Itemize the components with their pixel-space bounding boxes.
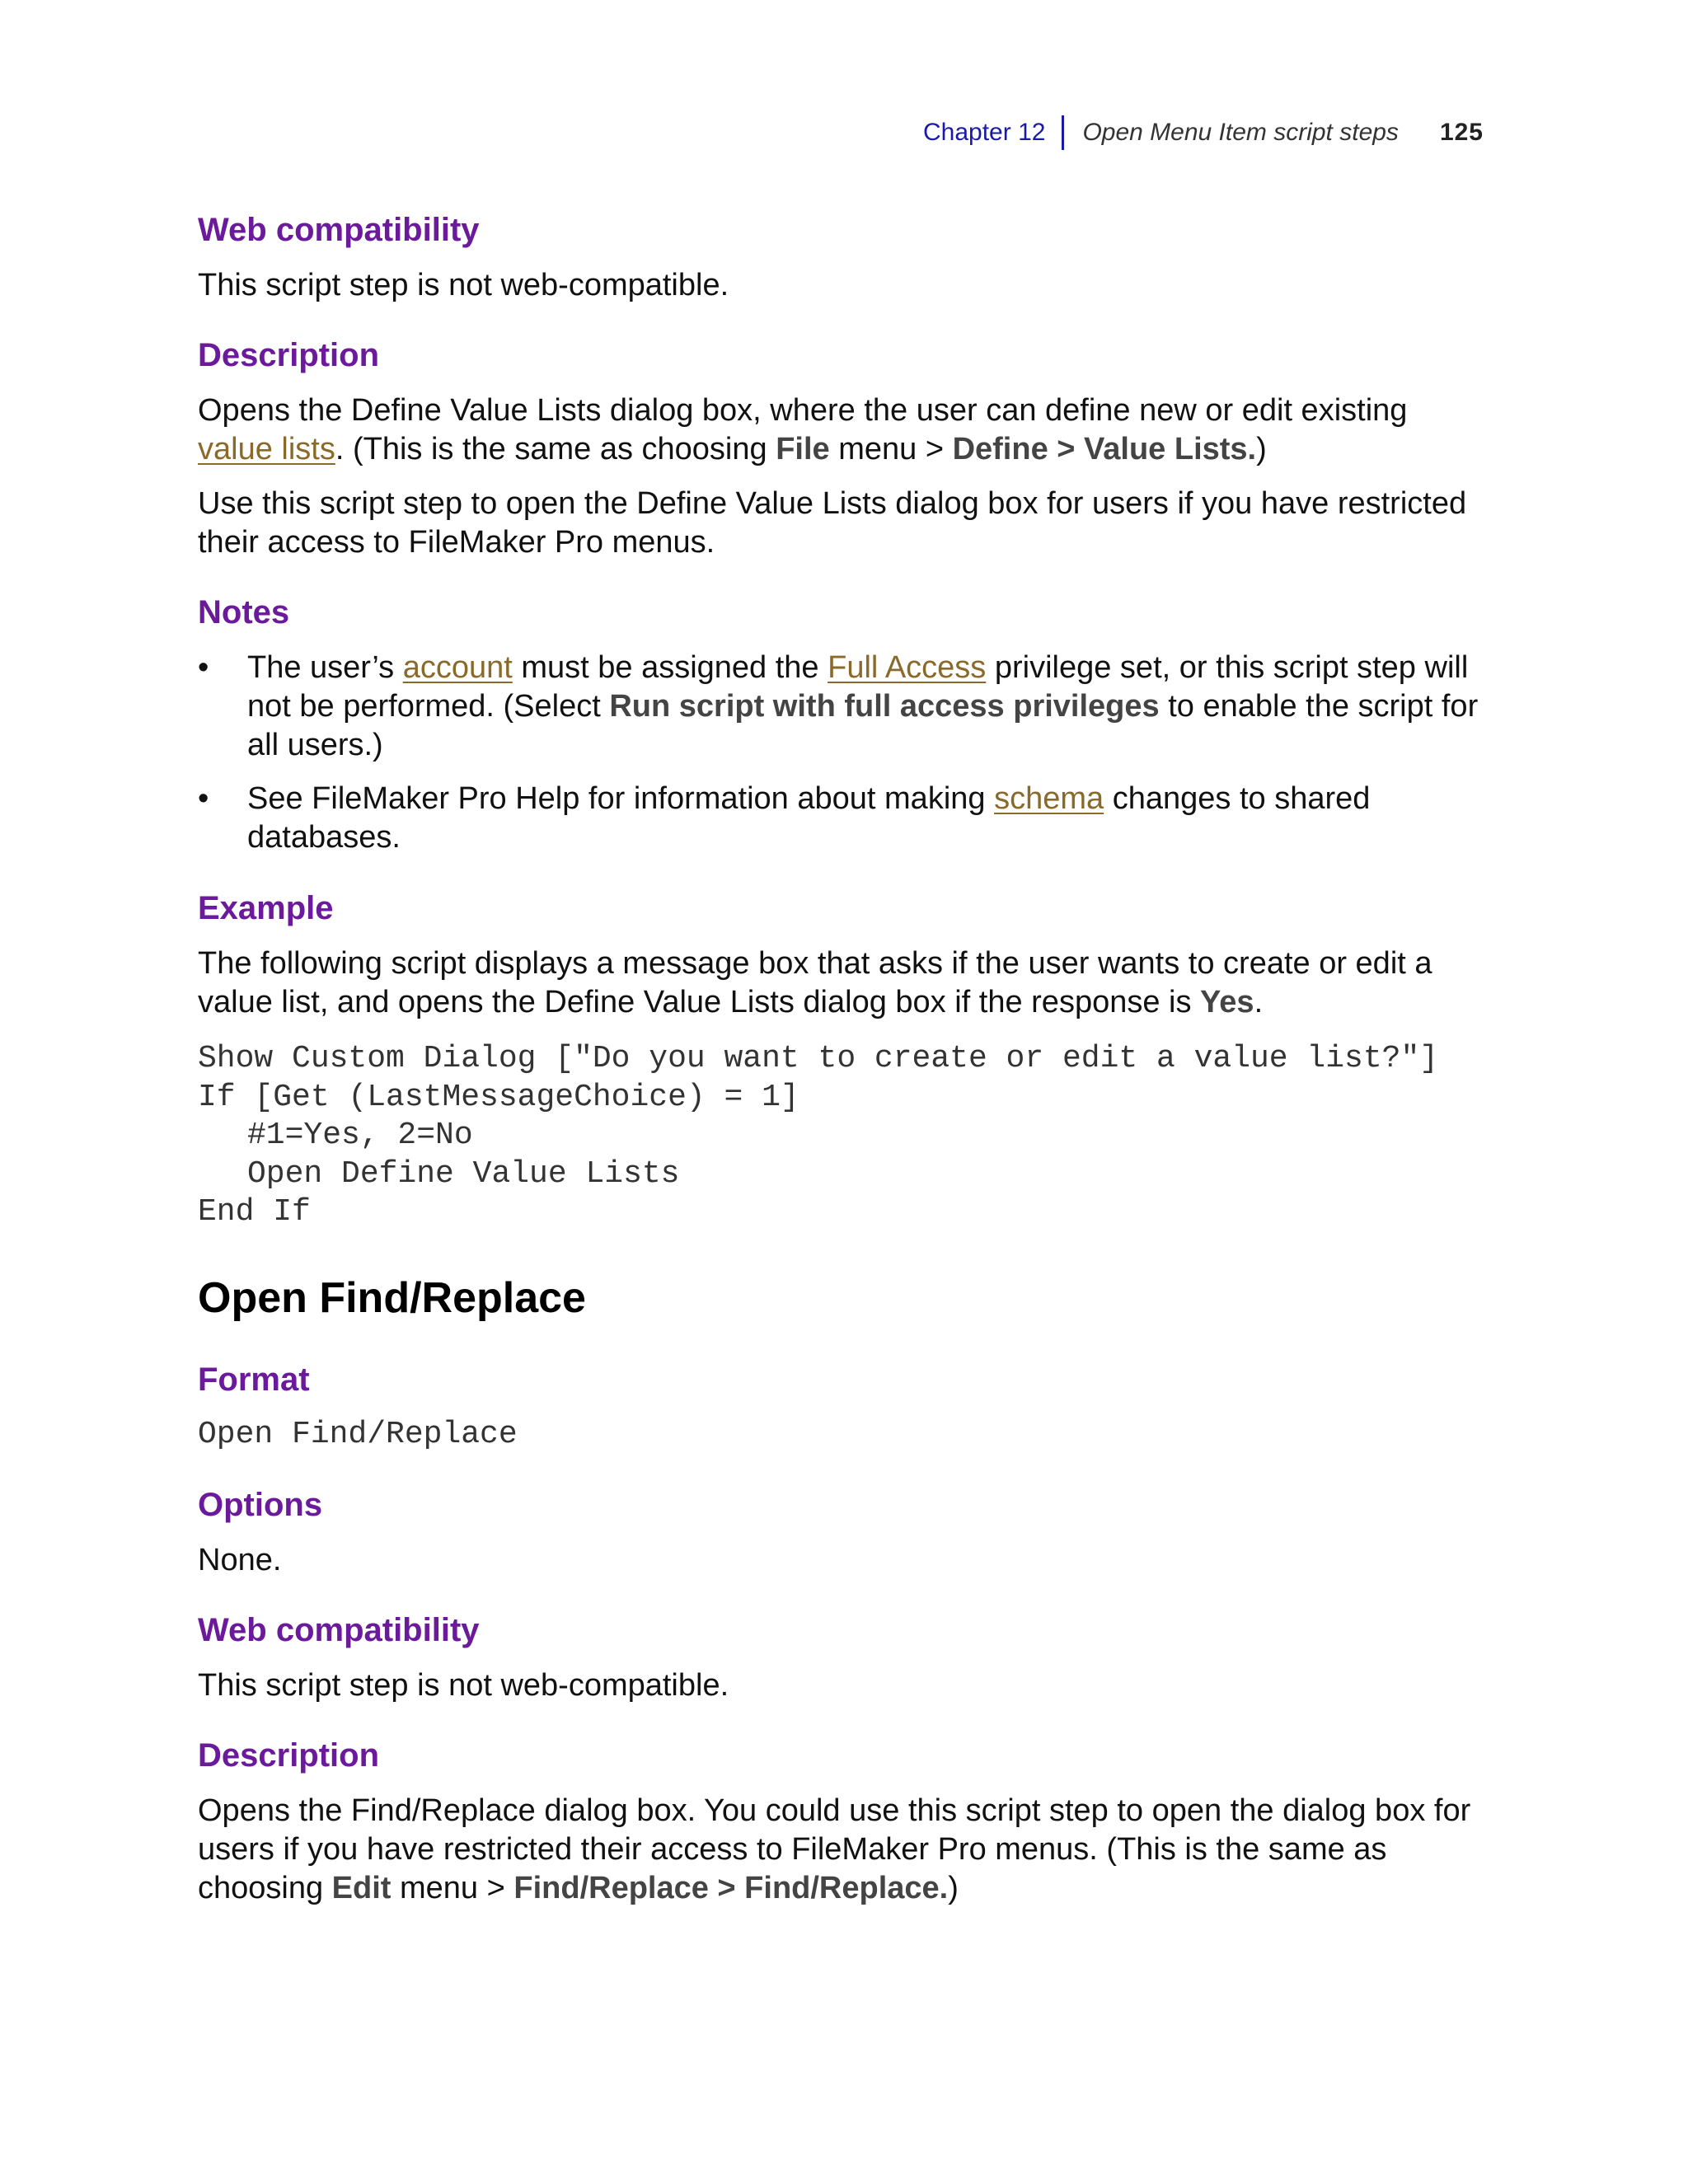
schema-link[interactable]: schema (994, 781, 1104, 816)
full-access-link[interactable]: Full Access (828, 650, 987, 685)
define-value-lists-path: Define > Value Lists. (952, 432, 1257, 466)
find-replace-path: Find/Replace > Find/Replace. (513, 1871, 949, 1905)
notes-heading: Notes (198, 594, 290, 630)
bullet-glyph: • (198, 781, 209, 816)
account-link[interactable]: account (402, 650, 513, 685)
open-find-replace-title: Open Find/Replace (198, 1274, 586, 1322)
description-heading: Description (198, 337, 380, 373)
value-lists-link[interactable]: value lists (198, 432, 335, 466)
code-line: Open Define Value Lists (247, 1155, 680, 1192)
header-divider (1062, 115, 1064, 150)
chapter-label: Chapter 12 (923, 119, 1046, 146)
web-compatibility-text: This script step is not web-compatible. (198, 268, 729, 302)
chapter-title: Open Menu Item script steps (1082, 119, 1399, 146)
options-text: None. (198, 1543, 282, 1577)
code-line: #1=Yes, 2=No (247, 1118, 473, 1153)
run-full-access-option: Run script with full access privileges (609, 689, 1160, 724)
code-line: Show Custom Dialog ["Do you want to create or edit a value list?"] (198, 1041, 1439, 1076)
web-compatibility-heading-2: Web compatibility (198, 1612, 480, 1648)
yes-label: Yes (1200, 985, 1254, 1019)
description-paragraph-2: Use this script step to open the Define Value Lists dialog box for users if you have restricted their access to FileMaker Pro menus. (198, 486, 1467, 560)
note-item-1: • The user’s account must be assigned the Full Access privilege set, or this script step will not be performed. (Select Run script with full access privileges to enable the script for all users.) (198, 650, 1479, 762)
format-code: Open Find/Replace (198, 1417, 518, 1452)
example-paragraph: The following script displays a message box that asks if the user wants to create or edit a value list, and opens the Define Value Lists dialog box if the response is Yes. (198, 946, 1432, 1019)
code-line: If [Get (LastMessageChoice) = 1] (198, 1079, 799, 1115)
format-heading: Format (198, 1361, 310, 1398)
example-heading: Example (198, 890, 334, 926)
file-menu-label: File (776, 432, 830, 466)
options-heading: Options (198, 1487, 323, 1523)
web-compatibility-text-2: This script step is not web-compatible. (198, 1668, 729, 1703)
description-paragraph-1: Opens the Define Value Lists dialog box, where the user can define new or edit existing value lists. (This is the same as choosing File menu > Define > Value Lists.) (198, 393, 1408, 466)
description-paragraph-find-replace: Opens the Find/Replace dialog box. You could use this script step to open the dialog box for users if you have restricted their access to FileMaker Pro menus. (This is the same as choosing Edit menu > Find/Replace > Find/Replace.) (198, 1793, 1471, 1905)
description-heading-2: Description (198, 1737, 380, 1774)
note-item-2: • See FileMaker Pro Help for information about making schema changes to shared databases. (198, 781, 1371, 855)
code-line: End If (198, 1194, 311, 1230)
page-number: 125 (1439, 119, 1484, 146)
example-code-block (198, 1040, 1438, 1232)
edit-menu-label: Edit (331, 1871, 392, 1905)
web-compatibility-heading: Web compatibility (198, 212, 480, 248)
running-header (923, 115, 1484, 150)
bullet-glyph: • (198, 650, 209, 685)
